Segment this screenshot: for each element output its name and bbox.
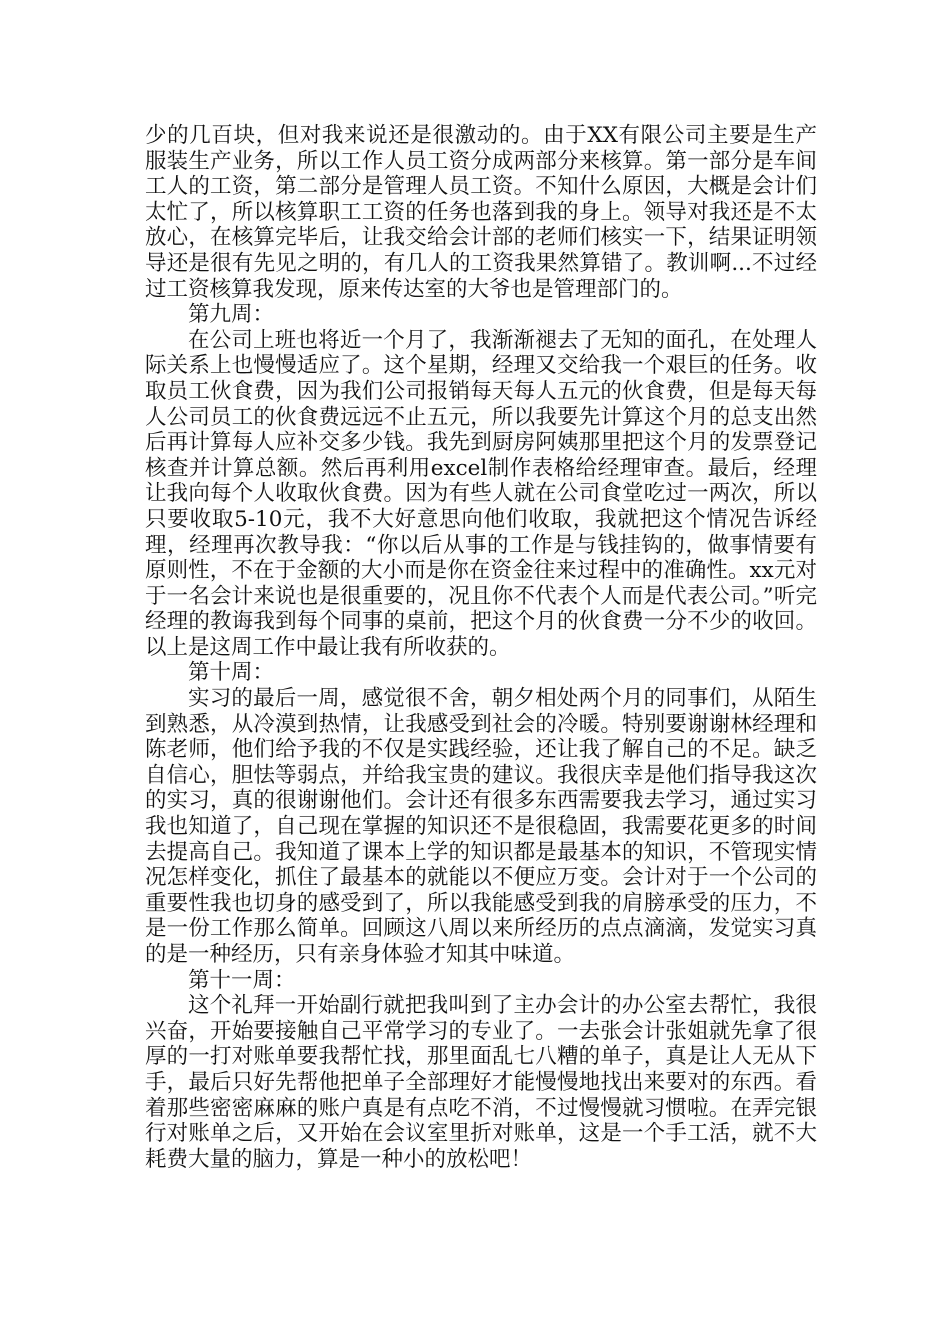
heading-week-9: 第九周： [188,302,275,328]
heading-week-11: 第十一周： [188,967,296,993]
heading-week-10: 第十周： [188,660,275,686]
paragraph-week-10: 实习的最后一周，感觉很不舍，朝夕相处两个月的同事们，从陌生到熟悉，从冷漠到热情，让我感受到社会的冷暖。特别要谢谢林经理和陈老师，他们给予我的不仅是实践经验，还让我了解自己的不足。缺乏自信心，胆怯等弱点，并给我宝贵的建议。我很庆幸是他们指导我这次的实习，真的很谢谢他们。会计还有很多东西需要我去学习，通过实习我也知道了，自己现在掌握的知识还不是很稳固，我需要花更多的时间去提高自己。我知道了课本上学的知识都是最基本的知识，不管现实情况怎样变化，抓住了最基本的就能以不便应万变。会计对于一个公司的重要性我也切身的感受到了，所以我能感受到我的肩膀承受的压力，不是一份工作那么简单。回顾这八周以来所经历的点点滴滴，发觉实习真的是一种经历，只有亲身体验才知其中味道。 [145,686,817,967]
paragraph-week-11: 这个礼拜一开始副行就把我叫到了主办会计的办公室去帮忙，我很兴奋，开始要接触自己平常学习的专业了。一去张会计张姐就先拿了很厚的一打对账单要我帮忙找，那里面乱七八糟的单子，真是让人无从下手，最后只好先帮他把单子全部理好才能慢慢地找出来要对的东西。看着那些密密麻麻的账户真是有点吃不消，不过慢慢就习惯啦。在弄完银行对账单之后，又开始在会议室里折对账单，这是一个手工活，就不大耗费大量的脑力，算是一种小的放松吧！ [145,993,817,1172]
paragraph-week-9: 在公司上班也将近一个月了，我渐渐褪去了无知的面孔，在处理人际关系上也慢慢适应了。这个星期，经理又交给我一个艰巨的任务。收取员工伙食费，因为我们公司报销每天每人五元的伙食费，但是每天每人公司员工的伙食费远远不止五元，所以我要先计算这个月的总支出然后再计算每人应补交多少钱。我先到厨房阿姨那里把这个月的发票登记核查并计算总额。然后再利用excel制作表格给经理审查。最后，经理让我向每个人收取伙食费。因为有些人就在公司食堂吃过一两次，所以只要收取5-10元，我不大好意思向他们收取，我就把这个情况告诉经理，经理再次教导我：“你以后从事的工作是与钱挂钩的，做事情要有原则性，不在于金额的大小而是你在资金往来过程中的准确性。xx元对于一名会计来说也是很重要的，况且你不代表个人而是代表公司。”听完经理的教诲我到每个同事的桌前，把这个月的伙食费一分不少的收回。以上是这周工作中最让我有所收获的。 [145,327,817,660]
paragraph-continuation: 少的几百块，但对我来说还是很激动的。由于XX有限公司主要是生产服装生产业务，所以工作人员工资分成两部分来核算。第一部分是车间工人的工资，第二部分是管理人员工资。不知什么原因，大概是会计们太忙了，所以核算职工工资的任务也落到我的身上。领导对我还是不太放心，在核算完毕后，让我交给会计部的老师们核实一下，结果证明领导还是很有先见之明的，有几人的工资我果然算错了。教训啊...不过经过工资核算我发现，原来传达室的大爷也是管理部门的。 [145,123,817,302]
document-page [145,123,817,1172]
